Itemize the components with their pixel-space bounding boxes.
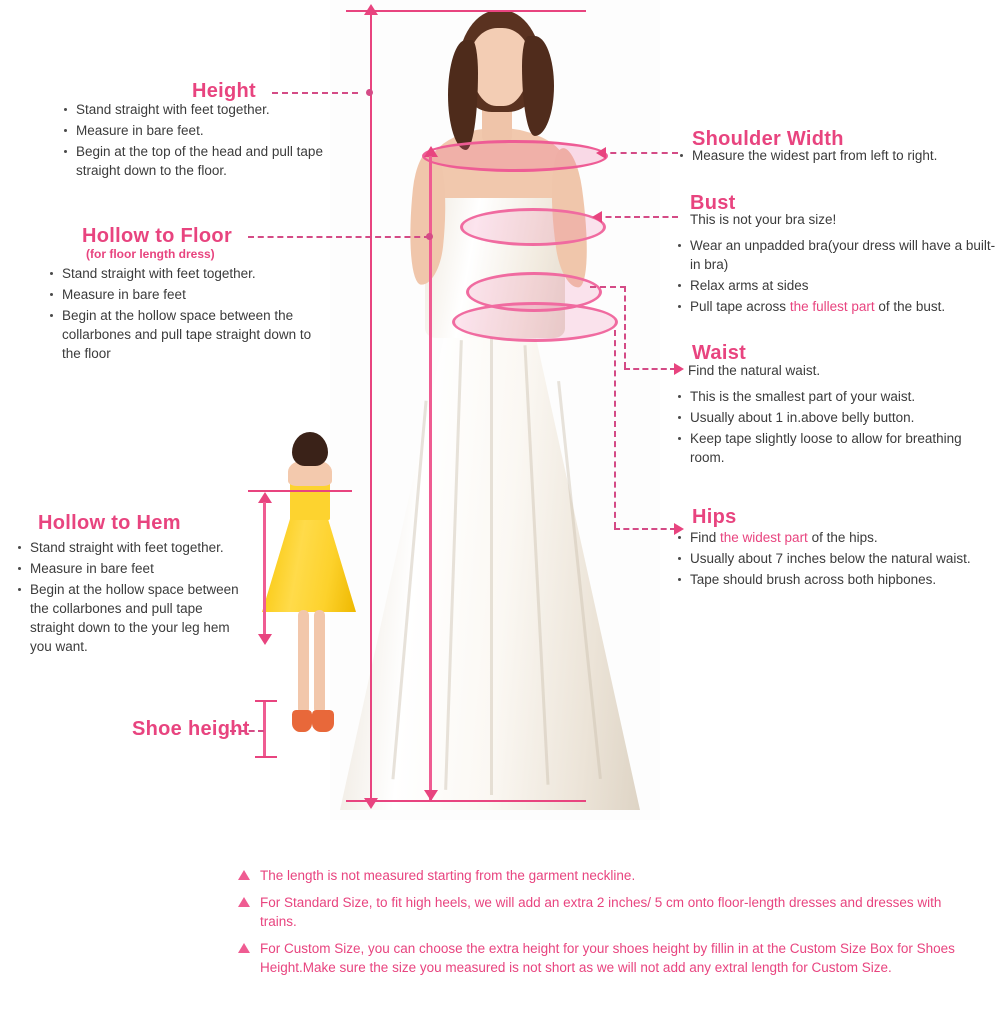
bride-hair-strand-right: [522, 36, 554, 136]
waist-leader-tail: [624, 368, 676, 370]
shoulder-width-label: Shoulder Width: [692, 128, 844, 150]
shoulder-leader: [600, 152, 678, 154]
hollow-to-hem-label: Hollow to Hem: [38, 512, 181, 534]
hollow-to-hem-items: [16, 538, 244, 658]
bust-band: [460, 208, 606, 246]
warning-triangle-icon: [238, 870, 250, 880]
mini-leg-left: [298, 610, 309, 714]
waist-items: [676, 387, 994, 469]
hips-item-1: Usually about 7 inches below the natural waist.: [676, 549, 994, 568]
bust-items: [676, 236, 996, 318]
hollow-to-floor-items: [48, 264, 328, 365]
hollow-to-hem-rule: [263, 502, 266, 642]
waist-item-1: Usually about 1 in.above belly button.: [676, 408, 994, 427]
skirt-fold-2: [490, 335, 493, 795]
hollow-to-floor-item-0: Stand straight with feet together.: [48, 264, 328, 283]
waist-arrow: [674, 363, 684, 375]
hips-leader-vert: [614, 330, 616, 528]
hollow-to-floor-item-2: Begin at the hollow space between the collarbones and pull tape straight down to the floor: [48, 306, 328, 363]
hips-item-0: [676, 528, 994, 547]
shoulder-arrow: [596, 147, 606, 159]
hips-items: [676, 528, 994, 591]
height-leader-dot: [366, 89, 373, 96]
bust-leader: [596, 216, 678, 218]
bust-label: Bust: [690, 192, 736, 214]
hollow-to-floor-label: Hollow to Floor: [82, 225, 233, 247]
mini-leg-right: [314, 610, 325, 714]
footnote-0: [238, 866, 978, 885]
mini-shoe-left: [292, 710, 312, 732]
bust-lead: This is not your bra size!: [690, 212, 837, 227]
hollow-floor-leader: [248, 236, 430, 238]
warning-triangle-icon: [238, 897, 250, 907]
shoulder-width-band: [422, 140, 608, 172]
bride-photo: [330, 0, 660, 820]
height-items: [62, 100, 330, 182]
bust-item-2: [676, 297, 996, 316]
hips-item-0-highlight: the widest part: [720, 530, 808, 545]
bride-face: [470, 28, 530, 106]
hollow-to-floor-item-1: Measure in bare feet: [48, 285, 328, 304]
bust-arrow: [592, 211, 602, 223]
waist-leader-horiz: [590, 286, 626, 288]
height-item-2: Begin at the top of the head and pull tape straight down to the floor.: [62, 142, 330, 180]
footnotes: [238, 866, 978, 985]
hollow-to-floor-rule: [429, 156, 432, 800]
height-top-tick: [346, 10, 586, 12]
bust-item-0: Wear an unpadded bra(your dress will have a built-in bra): [676, 236, 996, 274]
waist-label: Waist: [692, 342, 747, 364]
hips-label: Hips: [692, 506, 737, 528]
hips-band: [452, 302, 618, 342]
warning-triangle-icon: [238, 943, 250, 953]
hollow-to-hem-item-2: Begin at the hollow space between the collarbones and pull tape straight down to the your leg hem you want.: [16, 580, 244, 656]
hollow-hem-top-tick: [248, 490, 352, 492]
bust-item-2-pre: Pull tape across: [690, 299, 790, 314]
waist-lead: Find the natural waist.: [688, 363, 821, 378]
footnote-1-text: For Standard Size, to fit high heels, we will add an extra 2 inches/ 5 cm onto floor-length dresses and dresses with trains.: [260, 895, 942, 929]
waist-item-0: This is the smallest part of your waist.: [676, 387, 994, 406]
height-item-1: Measure in bare feet.: [62, 121, 330, 140]
shoulder-width-item-0: Measure the widest part from left to right.: [678, 146, 996, 165]
bust-item-2-highlight: the fullest part: [789, 299, 875, 314]
hollow-to-hem-item-0: Stand straight with feet together.: [16, 538, 244, 557]
footnote-2: [238, 939, 978, 977]
shoe-height-bottom-tick: [255, 756, 277, 758]
hollow-to-floor-sublabel: (for floor length dress): [86, 247, 215, 261]
hollow-hem-arrow-bottom: [258, 634, 272, 645]
hips-leader-tail: [614, 528, 676, 530]
shoulder-width-items: [678, 146, 996, 167]
footnote-2-text: For Custom Size, you can choose the extra height for your shoes height by fillin in at the Custom Size Box for Shoes Height.Make sure the size you measured is not short as we will not add any extral length for Custom Size.: [260, 941, 955, 975]
height-label: Height: [192, 80, 257, 102]
mini-dress-skirt: [262, 512, 356, 612]
waist-item-2: Keep tape slightly loose to allow for breathing room.: [676, 429, 994, 467]
height-bottom-tick: [346, 800, 586, 802]
mini-hair: [292, 432, 328, 466]
height-item-0: Stand straight with feet together.: [62, 100, 330, 119]
hollow-to-hem-item-1: Measure in bare feet: [16, 559, 244, 578]
footnote-0-text: The length is not measured starting from the garment neckline.: [260, 868, 636, 883]
bust-item-1: Relax arms at sides: [676, 276, 996, 295]
hollow-floor-leader-dot: [426, 233, 433, 240]
shoe-height-label: Shoe height: [132, 718, 250, 740]
hips-item-0-pre: Find: [690, 530, 721, 545]
bust-item-2-post: of the bust.: [874, 299, 946, 314]
height-rule: [370, 14, 372, 800]
hips-item-2: Tape should brush across both hipbones.: [676, 570, 994, 589]
height-leader: [272, 92, 358, 94]
mini-shoe-right: [312, 710, 334, 732]
waist-leader-vert: [624, 286, 626, 368]
shoe-height-rule: [263, 700, 266, 758]
hips-item-0-post: of the hips.: [807, 530, 878, 545]
shoe-height-top-tick: [255, 700, 277, 702]
footnote-1: [238, 893, 978, 931]
short-dress-photo: [252, 432, 364, 762]
hollow-floor-arrow-bottom: [424, 790, 438, 801]
